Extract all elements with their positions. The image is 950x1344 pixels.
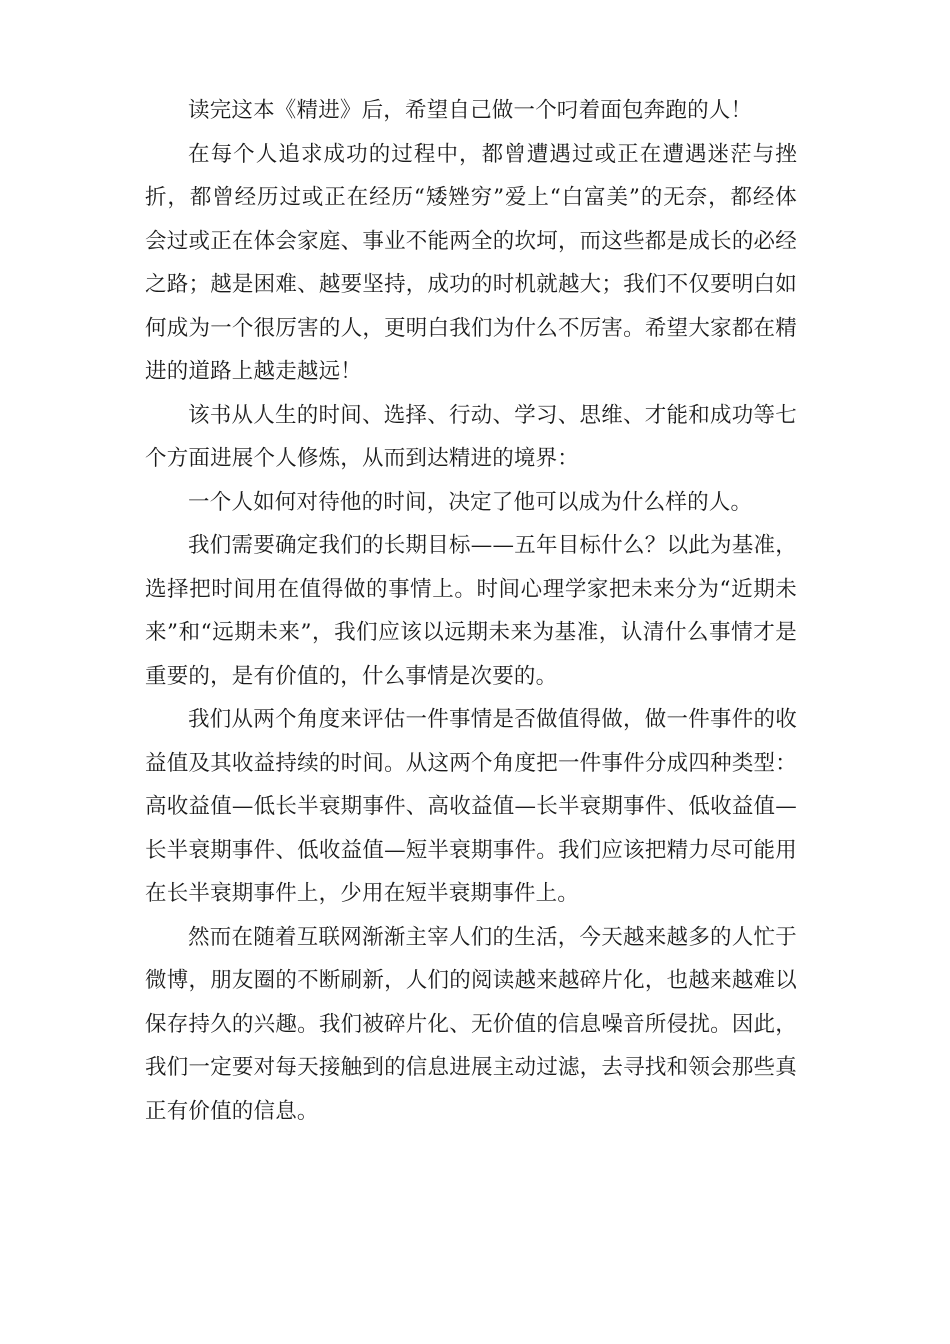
paragraph: 该书从人生的时间、选择、行动、学习、思维、才能和成功等七个方面进展个人修炼，从而到达精进的境界： (145, 402, 797, 471)
paragraph: 一个人如何对待他的时间，决定了他可以成为什么样的人。 (188, 489, 753, 515)
paragraph: 在每个人追求成功的过程中，都曾遭遇过或正在遭遇迷茫与挫折，都曾经历过或正在经历“矮矬穷”爱上“白富美”的无奈，都经体会过或正在体会家庭、事业不能两全的坎坷，而这些都是成长的必经之路；越是困难、越要坚持，成功的时机就越大；我们不仅要明白如何成为一个很厉害的人，更明白我们为什么不厉害。希望大家都在精进的道路上越走越远！ (145, 141, 797, 384)
document-body (145, 89, 797, 1133)
paragraph: 我们需要确定我们的长期目标——五年目标什么？以此为基准，选择把时间用在值得做的事情上。时间心理学家把未来分为“近期未来”和“远期未来”，我们应该以远期未来为基准，认清什么事情才是重要的，是有价值的，什么事情是次要的。 (145, 533, 797, 689)
paragraph: 我们从两个角度来评估一件事情是否做值得做，做一件事件的收益值及其收益持续的时间。从这两个角度把一件事件分成四种类型：高收益值—低长半衰期事件、高收益值—长半衰期事件、低收益值—长半衰期事件、低收益值—短半衰期事件。我们应该把精力尽可能用在长半衰期事件上，少用在短半衰期事件上。 (145, 707, 797, 906)
paragraph: 读完这本《精进》后，希望自己做一个叼着面包奔跑的人！ (188, 98, 753, 123)
paragraph: 然而在随着互联网渐渐主宰人们的生活，今天越来越多的人忙于微博，朋友圈的不断刷新，人们的阅读越来越碎片化，也越来越难以保存持久的兴趣。我们被碎片化、无价值的信息噪音所侵扰。因此，我们一定要对每天接触到的信息进展主动过滤，去寻找和领会那些真正有价值的信息。 (145, 924, 797, 1124)
